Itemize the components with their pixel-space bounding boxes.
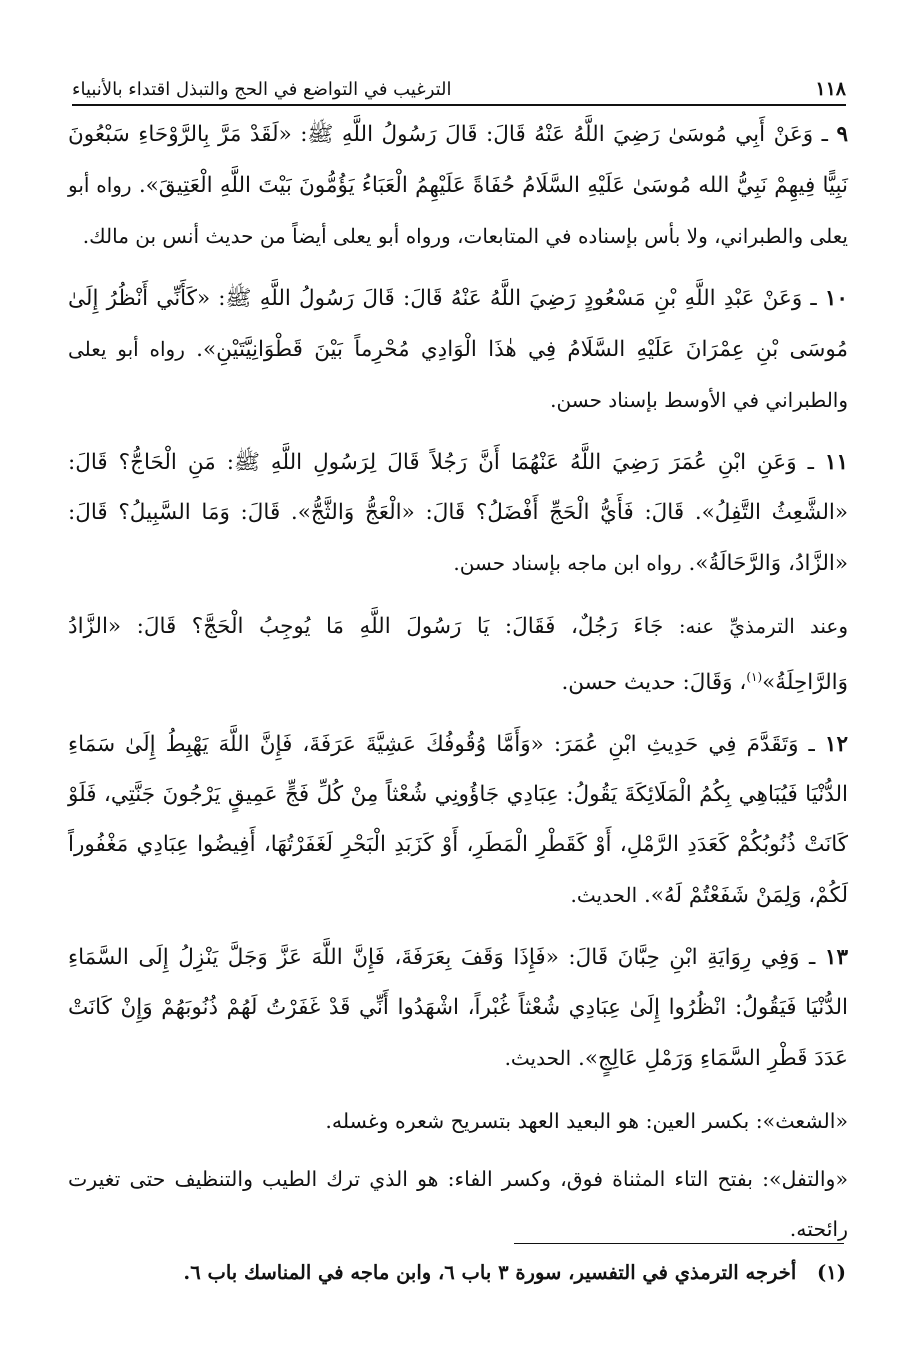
tirmidhi-tail: ، وَقَالَ: حديث حسن. [561, 670, 747, 696]
note-shaath: «الشعث»: بكسر العين: هو البعيد العهد بتسريح شعره وغسله. [325, 1109, 848, 1134]
hadith-source: الحديث. [504, 1046, 572, 1071]
hadith-9 [68, 110, 848, 262]
hadith-13 [68, 933, 848, 1084]
tirmidhi-text: جَاءَ رَجُلٌ، فَقَالَ: يَا رَسُولَ اللَّهِ مَا يُوجِبُ الْحَجَّ؟ قَالَ: «الزَّادُ وَالرَّاحِلَةُ» [68, 614, 848, 696]
footnote [68, 1256, 846, 1290]
footnote-text: أخرجه الترمذي في التفسير، سورة ٣ باب ٦، وابن ماجه في المناسك باب ٦. [183, 1261, 797, 1284]
hadith-source: الحديث. [570, 883, 638, 908]
hadith-text: ـ وَعَنْ أَبِي مُوسَىٰ رَضِيَ اللَّهُ عَنْهُ قَالَ: قَالَ رَسُولُ اللَّهِ ﷺ: «لَقَدْ مَرَّ بِالرَّوْحَاءِ سَبْعُونَ نَبِيًّا فِيهِمْ نَبِيُّ الله مُوسَىٰ عَلَيْهِ السَّلَامُ حُفَاةً عَلَيْهِمُ الْعَبَاءُ يَؤُمُّونَ بَيْتَ اللَّهِ الْعَتِيقَ». [68, 122, 848, 198]
page-header [72, 66, 846, 106]
running-title: الترغيب في التواضع في الحج والتبذل اقتداء بالأنبياء [72, 79, 452, 100]
hadith-number: ١٣ [824, 945, 849, 971]
hadith-number: ٩ [836, 122, 848, 147]
hadith-source: رواه ابن ماجه بإسناد حسن. [453, 551, 682, 575]
tirmidhi-lead: وعند الترمذيِّ عنه: [678, 614, 849, 638]
hadith-number: ١٢ [824, 732, 848, 758]
page-body [68, 110, 848, 1262]
page-number: ١١٨ [815, 78, 846, 100]
hadith-12 [68, 720, 848, 921]
hadith-11 [68, 438, 848, 589]
tirmidhi-variant [68, 601, 848, 708]
footnote-reference[interactable]: (١) [746, 670, 763, 684]
hadith-source: رواه أبو يعلى والطبراني، ولا بأس بإسناده في المتابعات، ورواه أبو يعلى أيضاً من حديث أنس بن مالك. [68, 173, 848, 248]
hadith-source: رواه أبو يعلى والطبراني في الأوسط بإسناد حسن. [68, 337, 848, 412]
footnote-divider [514, 1243, 844, 1244]
footnote-mark: (١) [817, 1261, 846, 1284]
hadith-text: ـ وَفِي رِوَايَةِ ابْنِ حِبَّانَ قَالَ: «فَإِذَا وَقَفَ بِعَرَفَةَ، فَإِنَّ اللَّهَ عَزَّ وَجَلَّ يَنْزِلُ إِلَى السَّمَاءِ الدُّنْيَا فَيَقُولُ: انْظُرُوا إِلَىٰ عِبَادِي شُعْثاً غُبْراً، اشْهَدُوا أَنِّي قَدْ غَفَرْتُ لَهُمْ ذُنُوبَهُمْ وَإِنْ كَانَتْ عَدَدَ قَطْرِ السَّمَاءِ وَرَمْلِ عَالِجٍ». [68, 945, 848, 1072]
hadith-10 [68, 274, 848, 426]
hadith-number: ١١ [824, 450, 849, 475]
hadith-number: ١٠ [824, 286, 848, 311]
note-tafil: «والتفل»: بفتح التاء المثناة فوق، وكسر الفاء: هو الذي ترك الطيب والتنظيف حتى تغيرت رائحته. [68, 1167, 848, 1242]
hadith-text: ـ وَعَنْ عَبْدِ اللَّهِ بْنِ مَسْعُودٍ رَضِيَ اللَّهُ عَنْهُ قَالَ: قَالَ رَسُولُ اللَّهِ ﷺ: «كَأَنِّي أَنْظُرُ إِلَىٰ مُوسَى بْنِ عِمْرَانَ عَلَيْهِ السَّلَامُ فِي هٰذَا الْوَادِي مُحْرِماً بَيْنَ قَطْوَانِيَّتَيْنِ». [68, 286, 849, 362]
hadith-text: ـ وَعَنِ ابْنِ عُمَرَ رَضِيَ اللَّهُ عَنْهُمَا أَنَّ رَجُلاً قَالَ لِرَسُولِ اللَّهِ ﷺ: مَنِ الْحَاجُّ؟ قَالَ: «الشَّعِثُ التَّفِلُ». قَالَ: فَأَيُّ الْحَجِّ أَفْضَلُ؟ قَالَ: «الْعَجُّ وَالثَّجُّ». قَالَ: وَمَا السَّبِيلُ؟ قَالَ: «الزَّادُ، وَالرَّحَالَةُ». [68, 450, 848, 576]
hadith-text: ـ وَتَقَدَّمَ فِي حَدِيثِ ابْنِ عُمَرَ: «وَأَمَّا وُقُوفُكَ عَشِيَّةَ عَرَفَةَ، فَإِنَّ اللَّهَ يَهْبِطُ إِلَىٰ سَمَاءِ الدُّنْيَا فَيُبَاهِي بِكُمُ الْمَلَائِكَةَ يَقُولُ: عِبَادِي جَاؤُونِي شُعْثاً مِنْ كُلِّ فَجٍّ عَمِيقٍ يَرْجُونَ جَنَّتِي، فَلَوْ كَانَتْ ذُنُوبُكُمْ كَعَدَدِ الرَّمْلِ، أَوْ كَقَطْرِ الْمَطَرِ، أَوْ كَزَبَدِ الْبَحْرِ لَغَفَرْتُهَا، أَفِيضُوا عِبَادِي مَغْفُوراً لَكُمْ، وَلِمَنْ شَفَعْتُمْ لَهُ». [68, 732, 848, 909]
